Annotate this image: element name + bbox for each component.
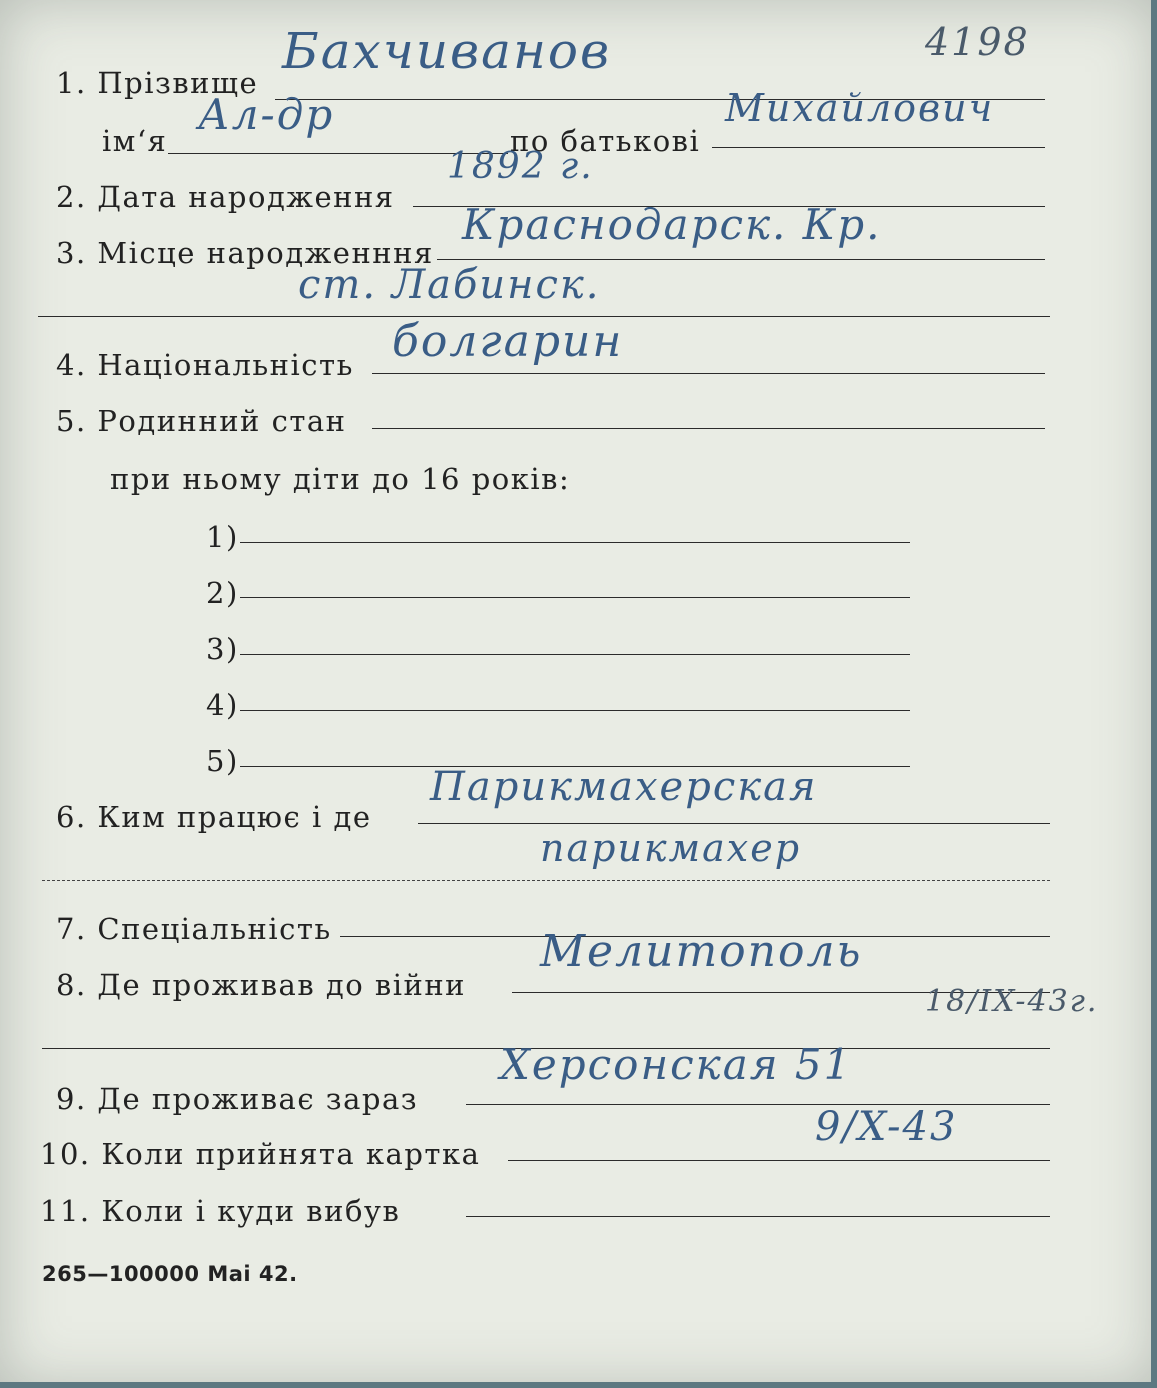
current-residence-handwriting: Херсонская 51 xyxy=(500,1040,853,1089)
surname-handwriting: Бахчиванов xyxy=(282,22,612,80)
card-edge-bottom xyxy=(0,1382,1157,1388)
birth-place-handwriting-1: Краснодарск. Кр. xyxy=(462,200,882,249)
nationality-line xyxy=(372,373,1045,374)
surname-label: 1. Прізвище xyxy=(56,66,259,100)
work-line xyxy=(418,823,1050,824)
child-1-line xyxy=(240,542,910,543)
name-label: ім‘я xyxy=(102,124,168,158)
prewar-residence-handwriting: Мелитополь xyxy=(540,926,863,977)
patronymic-label: по батькові xyxy=(510,124,701,158)
family-status-line xyxy=(372,428,1045,429)
birth-date-label: 2. Дата народження xyxy=(56,180,395,214)
work-line-2 xyxy=(42,880,1050,881)
birth-place-line xyxy=(437,259,1045,260)
child-5-label: 5) xyxy=(206,744,239,778)
birth-place-label: 3. Місце народженння xyxy=(56,236,434,270)
current-residence-label: 9. Де проживає зараз xyxy=(56,1082,419,1116)
child-3-label: 3) xyxy=(206,632,239,666)
work-handwriting-2: парикмахер xyxy=(540,826,802,870)
children-label: при ньому діти до 16 років: xyxy=(110,462,571,496)
child-3-line xyxy=(240,654,910,655)
archive-number: 4198 xyxy=(925,20,1030,64)
card-date-label: 10. Коли прийнята картка xyxy=(40,1137,481,1171)
card-date-handwriting: 9/X-43 xyxy=(815,1104,958,1150)
card-date-line xyxy=(508,1160,1050,1161)
card-edge-right xyxy=(1151,0,1157,1388)
child-4-line xyxy=(240,710,910,711)
specialty-label: 7. Спеціальність xyxy=(56,912,332,946)
print-code: 265—100000 Mai 42. xyxy=(42,1262,298,1286)
patronymic-line xyxy=(712,147,1045,148)
work-label: 6. Ким працює і де xyxy=(56,800,372,834)
child-1-label: 1) xyxy=(206,520,239,554)
prewar-residence-label: 8. Де проживав до війни xyxy=(56,968,466,1002)
departure-line xyxy=(466,1216,1050,1217)
nationality-handwriting: болгарин xyxy=(392,316,624,367)
family-status-label: 5. Родинний стан xyxy=(56,404,347,438)
patronymic-handwriting: Михайлович xyxy=(725,86,995,130)
current-residence-line xyxy=(466,1104,1050,1105)
departure-label: 11. Коли і куди вибув xyxy=(40,1194,401,1228)
nationality-label: 4. Національність xyxy=(56,348,354,382)
birth-date-handwriting: 1892 г. xyxy=(447,146,594,187)
date-note-handwriting: 18/IX-43г. xyxy=(925,984,1099,1019)
name-handwriting: Ал-др xyxy=(198,90,335,139)
birth-place-handwriting-2: ст. Лабинск. xyxy=(298,262,601,308)
work-handwriting-1: Парикмахерская xyxy=(430,764,818,810)
child-2-label: 2) xyxy=(206,576,239,610)
child-2-line xyxy=(240,597,910,598)
child-4-label: 4) xyxy=(206,688,239,722)
